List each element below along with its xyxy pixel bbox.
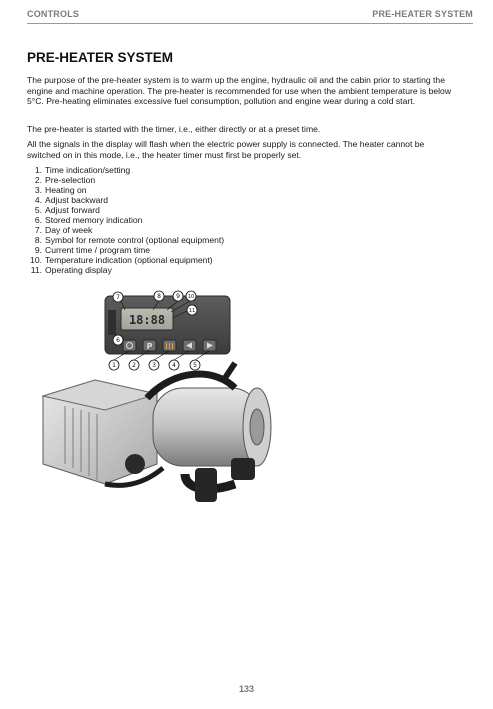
list-item-number: 1. (34, 165, 42, 175)
list-item (27, 235, 224, 245)
svg-text:8: 8 (157, 293, 161, 300)
list-item-number: 5. (34, 205, 42, 215)
pre-heater-figure (35, 288, 275, 523)
svg-text:7: 7 (116, 294, 120, 301)
running-header (27, 9, 473, 24)
callout-5 (190, 360, 200, 370)
list-item-number: 9. (34, 245, 42, 255)
callout-6 (113, 335, 123, 345)
svg-text:2: 2 (132, 362, 136, 369)
list-item-number: 6. (34, 215, 42, 225)
list-item-text: Adjust backward (45, 195, 109, 205)
list-item-text: Heating on (45, 185, 87, 195)
list-item (27, 175, 224, 185)
list-item (27, 215, 224, 225)
svg-text:11: 11 (188, 308, 196, 314)
list-item-number: 10. (30, 255, 42, 265)
list-item-text: Day of week (45, 225, 93, 235)
callout-10 (186, 291, 196, 301)
callout-3 (149, 360, 159, 370)
side-indicator (108, 310, 116, 335)
list-item (27, 255, 224, 265)
list-item-text: Temperature indication (optional equipment) (45, 255, 213, 265)
list-item (27, 195, 224, 205)
list-item (27, 265, 224, 275)
list-item-text: Pre-selection (45, 175, 96, 185)
svg-text:9: 9 (176, 293, 180, 300)
list-item-number: 8. (34, 235, 42, 245)
callout-11 (187, 305, 197, 315)
svg-text:1: 1 (112, 362, 116, 369)
list-item (27, 165, 224, 175)
p-icon (143, 340, 156, 351)
callout-8 (154, 291, 164, 301)
svg-text:5: 5 (193, 362, 197, 369)
list-item-number: 3. (34, 185, 42, 195)
page-title: PRE-HEATER SYSTEM (27, 50, 174, 65)
svg-text:10: 10 (187, 294, 195, 300)
list-item-text: Adjust forward (45, 205, 100, 215)
legend-list (27, 165, 224, 275)
lcd-display-text: 18:88 (128, 313, 166, 327)
svg-text:6: 6 (116, 337, 120, 344)
callout-9 (173, 291, 183, 301)
list-item-text: Current time / program time (45, 245, 151, 255)
list-item-number: 2. (34, 175, 42, 185)
chapter-label: PRE-HEATER SYSTEM (372, 9, 473, 19)
section-label: CONTROLS (27, 9, 80, 19)
heater-unit-illustration (43, 363, 271, 502)
svg-text:P: P (146, 342, 153, 351)
list-item (27, 245, 224, 255)
intro-paragraph: The purpose of the pre-heater system is to warm up the engine, hydraulic oil and the cabin prior to starting the engine and machine operation. The pre-heater is recommended for use when the ambient temperature is below 5°C. Pre-heating eliminates excessive fuel consumption, pollution and engine wear during a cold start. (27, 75, 452, 107)
list-item-text: Stored memory indication (45, 215, 143, 225)
callout-2 (129, 360, 139, 370)
page-number: 133 (238, 684, 255, 694)
list-item (27, 225, 224, 235)
list-item-number: 7. (34, 225, 42, 235)
list-item (27, 205, 224, 215)
list-item-number: 4. (34, 195, 42, 205)
timer-control-panel (105, 296, 230, 354)
list-item-text: Operating display (45, 265, 112, 275)
svg-text:3: 3 (152, 362, 156, 369)
heat-icon (163, 340, 176, 351)
list-item-text: Symbol for remote control (optional equipment) (45, 235, 225, 245)
list-item (27, 185, 224, 195)
clock-icon (123, 340, 136, 351)
list-item-text: Time indication/setting (45, 165, 131, 175)
left-arrow-icon (183, 340, 196, 351)
signals-paragraph: All the signals in the display will flash when the electric power supply is connected. The heater cannot be switched on in this mode, i.e., the heater timer must first be properly set. (27, 139, 425, 160)
callout-1 (109, 360, 119, 370)
callout-7 (113, 292, 123, 302)
svg-text:4: 4 (172, 362, 176, 369)
right-arrow-icon (203, 340, 216, 351)
timer-paragraph: The pre-heater is started with the timer, i.e., either directly or at a preset time. (27, 124, 321, 134)
callout-4 (169, 360, 179, 370)
list-item-number: 11. (30, 265, 42, 275)
